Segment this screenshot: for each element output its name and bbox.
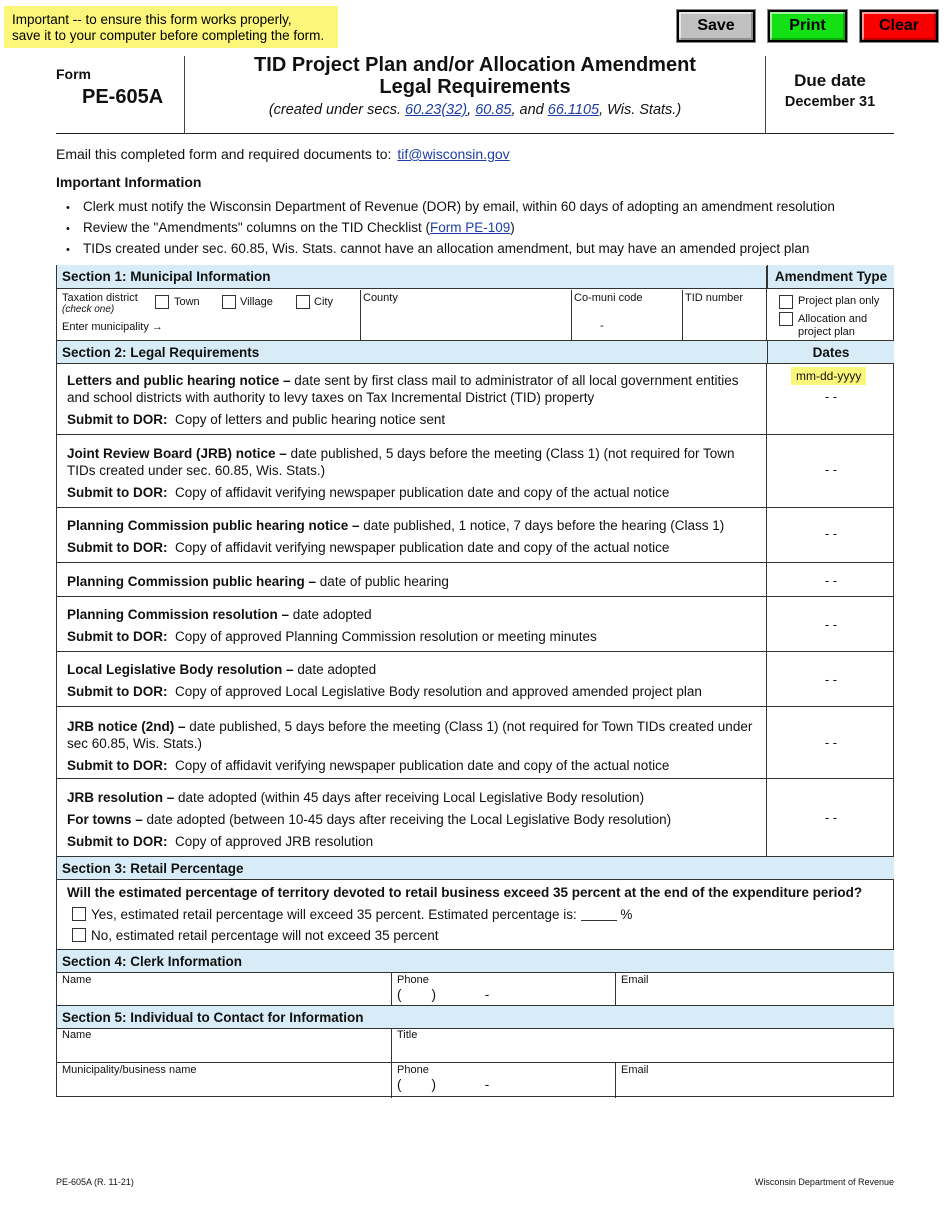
important-info-list <box>66 197 835 260</box>
row-jrb-resolution <box>67 789 762 850</box>
contact-name-input[interactable] <box>62 1042 387 1060</box>
allocation-and-project-plan-label <box>798 313 867 339</box>
municipality-input[interactable] <box>167 314 357 336</box>
row-pc-resolution <box>67 606 762 645</box>
co-muni-code-input[interactable] <box>574 304 680 338</box>
retail-percent-input[interactable] <box>581 909 617 921</box>
retail-question: Will the estimated percentage of territory devoted to retail business exceed 35 percent at the end of the expenditure period? <box>67 885 863 900</box>
contact-email-input[interactable] <box>621 1077 891 1095</box>
contact-muni-input[interactable] <box>62 1077 387 1095</box>
statute-link-60-85[interactable]: 60.85 <box>475 102 512 118</box>
project-plan-only-checkbox[interactable] <box>779 295 793 309</box>
section-1-header: Section 1: Municipal Information <box>57 265 767 289</box>
row-jrb-notice <box>67 445 747 501</box>
row2-text: date published, 5 days before the meeting (Class 1) (not required for Town TIDs created under sec. 60.85, Wis. Stats.) <box>67 446 735 478</box>
save-button[interactable]: Save <box>677 10 755 42</box>
contact-phone-label: Phone <box>397 1064 429 1076</box>
due-date-box <box>765 56 894 134</box>
row6-bold: Local Legislative Body resolution – <box>67 662 294 677</box>
tax-district-text: Taxation district <box>62 292 138 304</box>
info-bullet-3 <box>66 239 835 260</box>
city-checkbox[interactable] <box>296 295 310 309</box>
subtitle-and: , and <box>511 102 544 118</box>
row2-submit-text: Copy of affidavit verifying newspaper publication date and copy of the actual notice <box>175 485 670 500</box>
clerk-email-label: Email <box>621 974 649 986</box>
row6-text: date adopted <box>293 662 377 677</box>
row8-bold: JRB resolution – <box>67 790 175 805</box>
row4-text: date of public hearing <box>316 574 449 589</box>
due-date: December 31 <box>784 94 876 110</box>
info-bullet-1-text: Clerk must notify the Wisconsin Department of Revenue (DOR) by email, within 60 days of adopting an amendment resolution <box>83 199 835 214</box>
row1-bold: Letters and public hearing notice – <box>67 373 291 388</box>
form-label: Form <box>56 66 91 82</box>
retail-yes-checkbox[interactable] <box>72 907 86 921</box>
row8-towns-bold: For towns – <box>67 812 143 827</box>
section-5-header: Section 5: Individual to Contact for Information <box>57 1005 894 1029</box>
allocation-label-l2: project plan <box>798 326 855 338</box>
amendment-type-header: Amendment Type <box>767 265 894 289</box>
county-input[interactable] <box>363 304 568 338</box>
row8-submit-text: Copy of approved JRB resolution <box>175 834 374 849</box>
clerk-phone-input[interactable]: ( ) - <box>397 987 490 1002</box>
row7-submit-label: Submit to DOR: <box>67 758 168 773</box>
contact-phone-input[interactable]: ( ) - <box>397 1077 490 1092</box>
info-bullet-3-text: TIDs created under sec. 60.85, Wis. Stats. cannot have an allocation amendment, but may have an amended project plan <box>83 241 810 256</box>
date-input-2[interactable]: - - <box>824 462 838 477</box>
notice-line-2: save it to your computer before completing the form. <box>12 28 325 43</box>
row7-submit-text: Copy of affidavit verifying newspaper publication date and copy of the actual notice <box>175 758 670 773</box>
row-letters-notice <box>67 372 762 428</box>
row3-submit-label: Submit to DOR: <box>67 540 168 555</box>
subtitle-pre: (created under secs. <box>268 102 402 118</box>
city-label: City <box>314 296 333 308</box>
town-checkbox[interactable] <box>155 295 169 309</box>
row-pc-hearing <box>67 573 762 590</box>
check-one-text: (check one) <box>62 304 115 315</box>
date-input-4[interactable]: - - <box>824 573 838 588</box>
email-text: Email this completed form and required documents to: <box>56 146 392 162</box>
date-input-6[interactable]: - - <box>824 672 838 687</box>
date-input-8[interactable]: - - <box>824 810 838 825</box>
clerk-name-label: Name <box>62 974 92 986</box>
row-pc-hearing-notice <box>67 517 762 556</box>
row2-bold: Joint Review Board (JRB) notice – <box>67 446 287 461</box>
due-label: Due date <box>794 71 866 90</box>
info-bullet-2-pre: Review the "Amendments" columns on the TID Checklist ( <box>83 220 430 235</box>
allocation-label-l1: Allocation and <box>798 313 868 325</box>
row2-submit-label: Submit to DOR: <box>67 485 168 500</box>
date-input-5[interactable]: - - <box>824 617 838 632</box>
title-line-2: Legal Requirements <box>379 76 571 98</box>
subtitle-post: , Wis. Stats.) <box>599 102 682 118</box>
print-button[interactable]: Print <box>768 10 847 42</box>
date-input-1[interactable]: - - <box>824 389 838 404</box>
row-jrb-notice-2nd <box>67 718 757 774</box>
row7-text: date published, 5 days before the meeting (Class 1) (not required for Town TIDs created under sec 60.85, Wis. Stats.) <box>67 719 753 751</box>
notice-line-1: Important -- to ensure this form works properly, <box>12 12 292 27</box>
co-muni-dash: - <box>600 320 604 332</box>
row1-submit-text: Copy of letters and public hearing notice sent <box>175 412 446 427</box>
clear-button[interactable]: Clear <box>860 10 938 42</box>
tid-number-input[interactable] <box>685 304 765 338</box>
important-info-title: Important Information <box>56 174 202 190</box>
title-line-1: TID Project Plan and/or Allocation Amendment <box>254 54 696 76</box>
row8-submit-label: Submit to DOR: <box>67 834 168 849</box>
project-plan-only-label: Project plan only <box>798 295 880 307</box>
contact-email-label: Email <box>621 1064 649 1076</box>
contact-title-input[interactable] <box>397 1042 889 1060</box>
row1-submit-label: Submit to DOR: <box>67 412 168 427</box>
form-number: PE-605A <box>82 86 164 108</box>
row7-bold: JRB notice (2nd) – <box>67 719 186 734</box>
row4-bold: Planning Commission public hearing – <box>67 574 317 589</box>
row5-text: date adopted <box>289 607 372 622</box>
village-checkbox[interactable] <box>222 295 236 309</box>
dates-header: Dates <box>767 340 894 364</box>
contact-title-label: Title <box>397 1029 418 1041</box>
statute-subtitle: (created under secs. 60.23(32), 60.85, and 66.1105, Wis. Stats.) <box>268 102 682 118</box>
save-notice <box>4 6 338 48</box>
contact-name-label: Name <box>62 1029 92 1041</box>
row3-submit-text: Copy of affidavit verifying newspaper publication date and copy of the actual notice <box>175 540 670 555</box>
enter-municipality-label: Enter municipality → <box>62 321 163 333</box>
section-2-header: Section 2: Legal Requirements <box>57 340 767 364</box>
allocation-and-project-plan-checkbox[interactable] <box>779 312 793 326</box>
clerk-name-input[interactable] <box>62 986 387 1004</box>
row5-bold: Planning Commission resolution – <box>67 607 290 622</box>
checklist-link[interactable]: Form PE-109 <box>429 220 511 235</box>
form-title <box>185 56 765 134</box>
retail-yes-label: Yes, estimated retail percentage will exceed 35 percent. Estimated percentage is: <box>91 907 577 922</box>
row-llb-resolution <box>67 661 762 700</box>
footer-agency: Wisconsin Department of Revenue <box>754 1177 894 1187</box>
row8-towns-text: date adopted (between 10-45 days after receiving the Local Legislative Body resolution) <box>142 812 672 827</box>
town-label: Town <box>174 296 200 308</box>
form-id <box>56 56 185 134</box>
village-label: Village <box>240 296 273 308</box>
footer-form-revision: PE-605A (R. 11-21) <box>56 1177 134 1187</box>
tid-number-label: TID number <box>685 292 744 304</box>
form-table <box>56 265 894 1097</box>
row3-text: date published, 1 notice, 7 days before the hearing (Class 1) <box>359 518 725 533</box>
info-bullet-1 <box>66 197 835 218</box>
date-input-3[interactable]: - - <box>824 526 838 541</box>
email-link[interactable]: tif@wisconsin.gov <box>397 146 510 162</box>
row1-text: date sent by first class mail to administrator of all local government entities and school districts with authority to levy taxes on Tax Incremental District (TID) property <box>67 373 739 405</box>
row3-bold: Planning Commission public hearing notice – <box>67 518 360 533</box>
row8-text: date adopted (within 45 days after receiving Local Legislative Body resolution) <box>174 790 645 805</box>
info-bullet-2 <box>66 218 835 239</box>
retail-no-label: No, estimated retail percentage will not exceed 35 percent <box>91 928 439 943</box>
section-3-header: Section 3: Retail Percentage <box>57 856 894 880</box>
percent-sign: % <box>620 907 633 922</box>
row5-submit-text: Copy of approved Planning Commission resolution or meeting minutes <box>175 629 597 644</box>
row5-submit-label: Submit to DOR: <box>67 629 168 644</box>
email-instruction <box>56 146 510 162</box>
retail-yes-option <box>91 906 791 923</box>
clerk-email-input[interactable] <box>621 986 891 1004</box>
form-header <box>56 56 894 134</box>
retail-no-checkbox[interactable] <box>72 928 86 942</box>
county-label: County <box>363 292 398 304</box>
info-bullet-2-post: ) <box>510 220 515 235</box>
clerk-phone-label: Phone <box>397 974 429 986</box>
row6-submit-text: Copy of approved Local Legislative Body resolution and approved amended project plan <box>175 684 702 699</box>
statute-link-60-23[interactable]: 60.23(32) <box>405 102 468 118</box>
date-format-hint: mm-dd-yyyy <box>791 367 866 385</box>
statute-link-66-1105[interactable]: 66.1105 <box>547 102 600 118</box>
row6-submit-label: Submit to DOR: <box>67 684 168 699</box>
contact-muni-label: Municipality/business name <box>62 1064 197 1076</box>
co-muni-code-label: Co-muni code <box>574 292 643 304</box>
section-4-header: Section 4: Clerk Information <box>57 949 894 973</box>
date-input-7[interactable]: - - <box>824 735 838 750</box>
taxation-district-label <box>62 292 138 316</box>
